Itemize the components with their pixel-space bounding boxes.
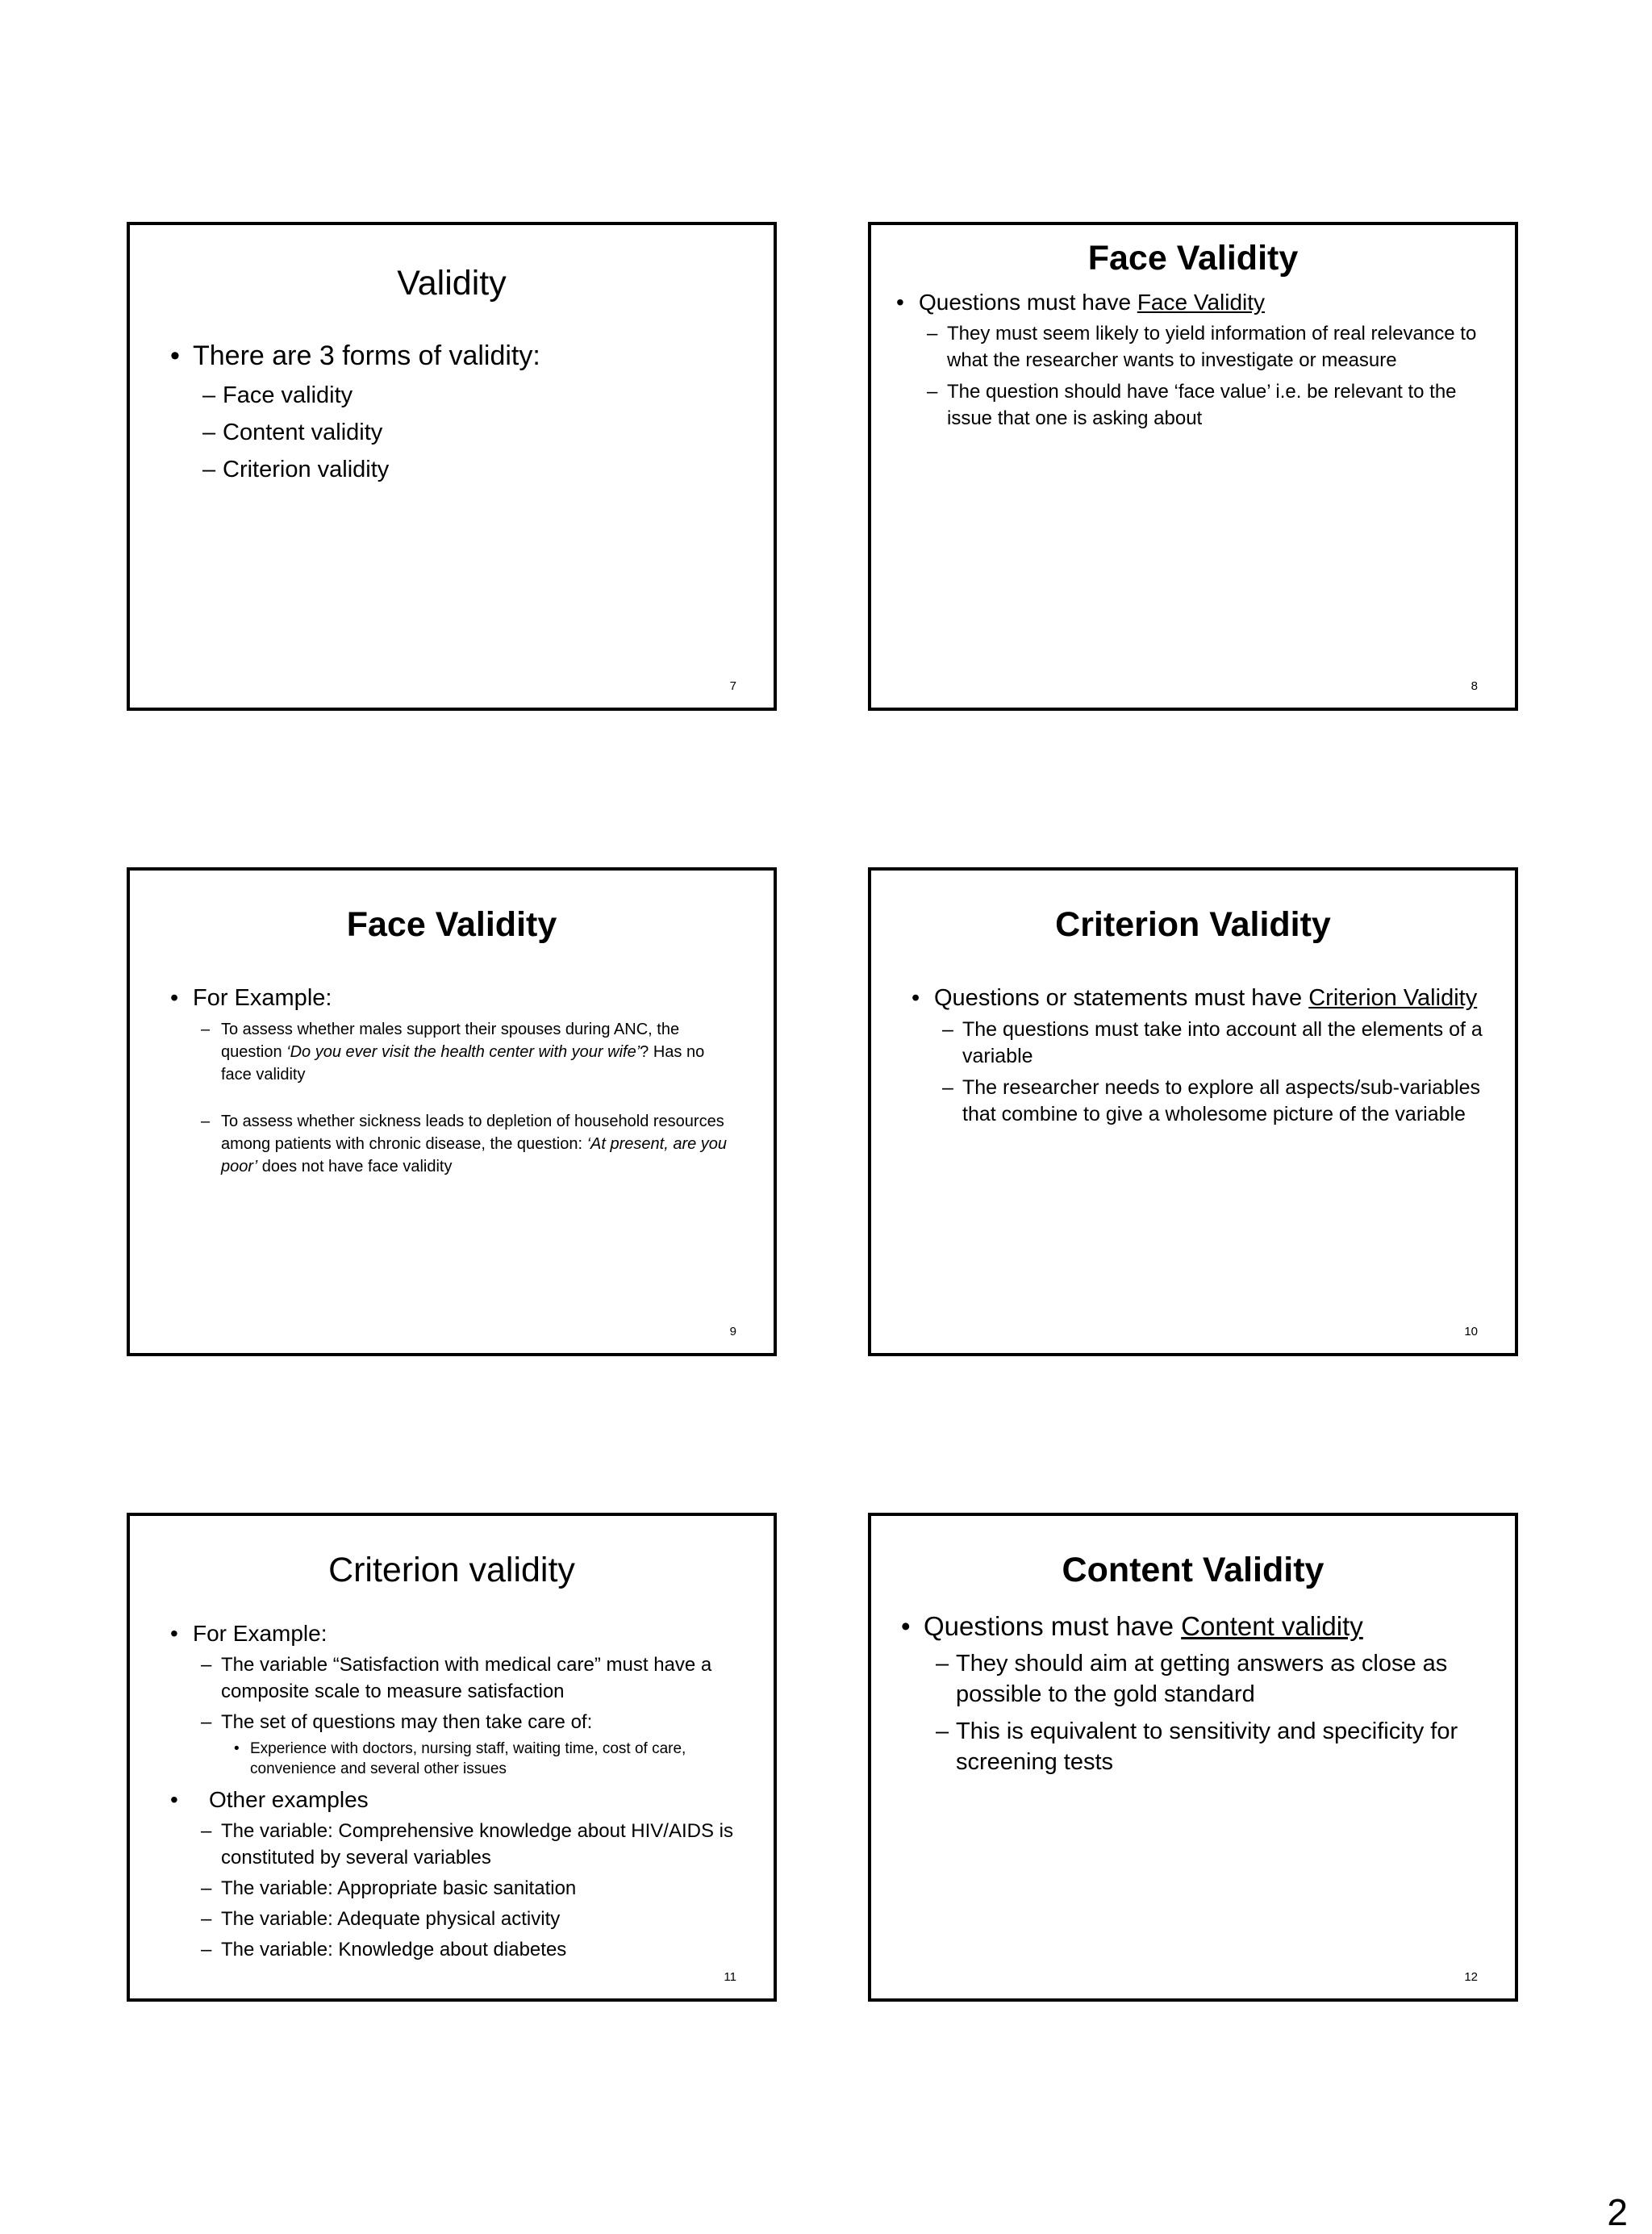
sub-bullet: – The variable: Comprehensive knowledge about HIV/AIDS is constituted by several variables [221, 1818, 741, 1871]
slide-title: Criterion validity [328, 1551, 575, 1589]
sub-bullet: – The variable: Appropriate basic sanitation [221, 1875, 741, 1902]
slide-12 [868, 1513, 1518, 2002]
slide-title: Validity [397, 264, 507, 303]
slide-7 [127, 222, 777, 711]
slide-10 [868, 867, 1518, 1356]
sub-bullet [221, 1110, 733, 1178]
slide-body [193, 985, 733, 1178]
slide-8 [868, 222, 1518, 711]
bullet [924, 1611, 1483, 1642]
sub-bullet: – Criterion validity [223, 451, 741, 488]
bullet: • For Example: [193, 1621, 741, 1647]
sub-bullet: – They should aim at getting answers as close as possible to the gold standard [956, 1648, 1483, 1710]
example-question: ‘At present, are you poor’ [221, 1135, 728, 1175]
example-question: ‘Do you ever visit the health center with your wife’ [286, 1043, 640, 1061]
sub-bullet: – Face validity [223, 377, 741, 414]
bullet [934, 985, 1491, 1012]
underlined-term: Content validity [1181, 1611, 1363, 1641]
sub-bullet: – The variable “Satisfaction with medical care” must have a composite scale to measure satisfaction [221, 1651, 741, 1705]
slide-title: Face Validity [346, 905, 557, 944]
bullet-text: Questions must have [919, 290, 1137, 315]
sub-bullet: – They must seem likely to yield information of real relevance to what the researcher wants to investigate or measure [947, 320, 1496, 374]
slide-body [924, 1611, 1483, 1777]
bullet: • Other examples [193, 1787, 741, 1813]
slide-number: 8 [1471, 679, 1478, 693]
sub-bullet: – The question should have ‘face value’ i.e. be relevant to the issue that one is asking about [947, 378, 1496, 432]
bullet-text: Questions must have [924, 1611, 1182, 1641]
underlined-term: Criterion Validity [1308, 985, 1478, 1011]
example-text: To assess whether males support their spouses during ANC, the question [221, 1021, 680, 1061]
slide-title: Content Validity [1062, 1551, 1325, 1589]
slide-number: 11 [724, 1970, 736, 1984]
bullet [919, 290, 1496, 315]
slide-9 [127, 867, 777, 1356]
slide-title: Criterion Validity [1055, 905, 1331, 944]
example-text: To assess whether sickness leads to depletion of household resources among patients with chronic disease, the question: [221, 1113, 724, 1153]
slide-body [934, 985, 1491, 1128]
bullet-text: Questions or statements must have [934, 985, 1309, 1011]
sub-bullet: – The variable: Adequate physical activity [221, 1906, 741, 1932]
slide-11 [127, 1513, 777, 2002]
example-text: ? Has no face validity [221, 1043, 705, 1084]
sub-bullet: – This is equivalent to sensitivity and specificity for screening tests [956, 1716, 1483, 1777]
slide-number: 10 [1464, 1325, 1478, 1338]
slide-number: 12 [1464, 1970, 1478, 1984]
slide-number: 7 [729, 679, 736, 693]
sub-bullet [221, 1018, 733, 1086]
bullet: • There are 3 forms of validity: [193, 340, 741, 372]
slide-body [919, 290, 1496, 432]
sub-bullet: – The set of questions may then take care of: [221, 1709, 741, 1735]
slide-body [193, 1621, 741, 1963]
slide-body [193, 340, 741, 488]
example-text: does not have face validity [257, 1158, 453, 1175]
underlined-term: Face Validity [1137, 290, 1266, 315]
sub-bullet: – The researcher needs to explore all aspects/sub-variables that combine to give a wholesome picture of the variable [962, 1075, 1491, 1128]
sub-bullet: – Content validity [223, 414, 741, 451]
sub-sub-bullet: • Experience with doctors, nursing staff, waiting time, cost of care, convenience and several other issues [250, 1739, 741, 1779]
sub-bullet: – The questions must take into account all the elements of a variable [962, 1017, 1491, 1070]
page-number: 2 [1607, 2191, 1628, 2233]
slide-title: Face Validity [1087, 239, 1299, 278]
sub-bullet: – The variable: Knowledge about diabetes [221, 1936, 741, 1963]
slide-number: 9 [729, 1325, 736, 1338]
bullet: • For Example: [193, 985, 733, 1012]
